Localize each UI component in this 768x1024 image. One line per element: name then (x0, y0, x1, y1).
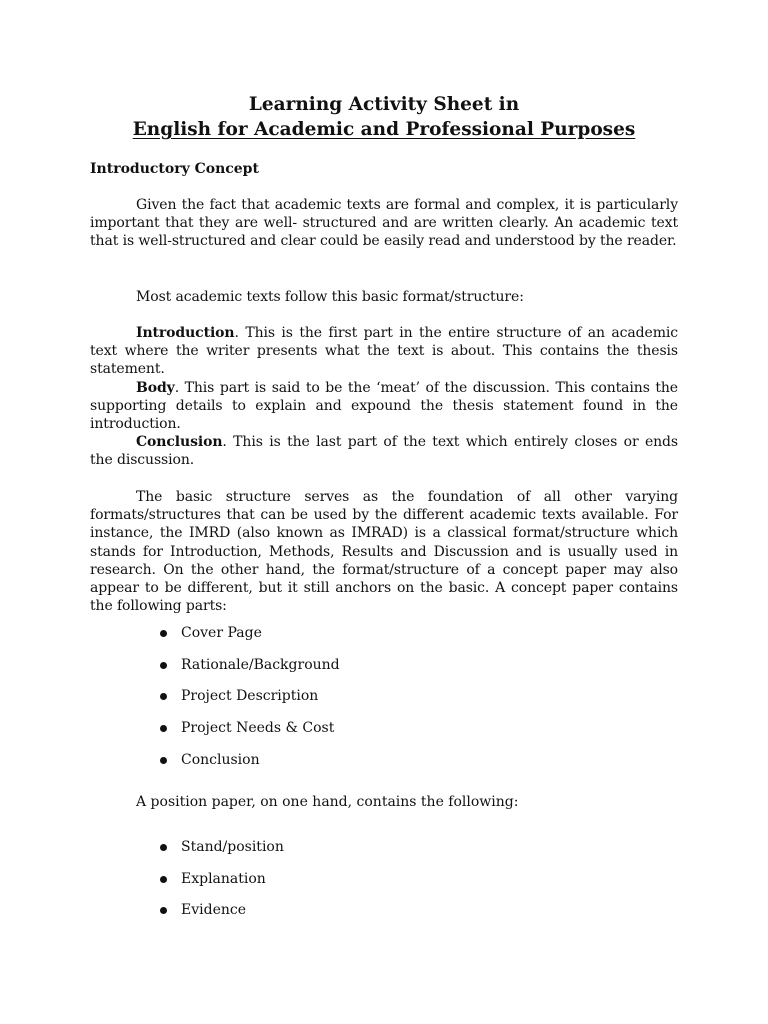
bullet-icon (160, 876, 167, 883)
list-item: Evidence (160, 901, 284, 933)
list-item: Stand/position (160, 838, 284, 870)
text-introduction: . This is the first part in the entire structure of an academic text where the writer presents what the text is about. This contains the thesis statement. (90, 325, 678, 378)
concept-paper-list (160, 624, 340, 782)
list-item: Explanation (160, 870, 284, 902)
bullet-icon (160, 725, 167, 732)
bullet-icon (160, 844, 167, 851)
bullet-icon (160, 907, 167, 914)
position-paper-lead: A position paper, on one hand, contains the following: (136, 794, 519, 810)
paragraph-body (90, 379, 678, 434)
list-item: Cover Page (160, 624, 340, 656)
paragraph-conclusion (90, 433, 678, 469)
paragraph-format: Most academic texts follow this basic format/structure: (136, 289, 524, 305)
section-heading: Introductory Concept (90, 161, 259, 177)
term-introduction: Introduction (136, 325, 235, 341)
list-item: Project Needs & Cost (160, 719, 340, 751)
document-title-line2: English for Academic and Professional Purposes (132, 119, 636, 140)
list-item: Conclusion (160, 751, 340, 783)
bullet-icon (160, 693, 167, 700)
paragraph-intro: Given the fact that academic texts are formal and complex, it is particularly important that they are well- structured and are written clearly. An academic text that is well-structured and clear could be easily read and understood by the reader. (90, 197, 678, 250)
text-conclusion: . This is the last part of the text which entirely closes or ends the discussion. (90, 434, 678, 469)
term-conclusion: Conclusion (136, 434, 223, 450)
position-paper-list (160, 838, 284, 933)
bullet-icon (160, 662, 167, 669)
list-item: Project Description (160, 687, 340, 719)
text-body: . This part is said to be the ‘meat’ of the discussion. This contains the supporting details to explain and expound the thesis statement found in the introduction. (90, 380, 678, 433)
paragraph-introduction (90, 324, 678, 379)
list-item: Rationale/Background (160, 656, 340, 688)
bullet-icon (160, 630, 167, 637)
term-body: Body (136, 380, 175, 396)
paragraph-structures: The basic structure serves as the foundation of all other varying formats/structures that can be used by the different academic texts available. For instance, the IMRD (also known as IMRAD) is a classical format/structure which stands for Introduction, Methods, Results and Discussion and is usually used in research. On the other hand, the format/structure of a concept paper may also appear to be different, but it still anchors on the basic. A concept paper contains the following parts: (90, 489, 678, 615)
document-title-line1: Learning Activity Sheet in (248, 94, 520, 115)
bullet-icon (160, 757, 167, 764)
